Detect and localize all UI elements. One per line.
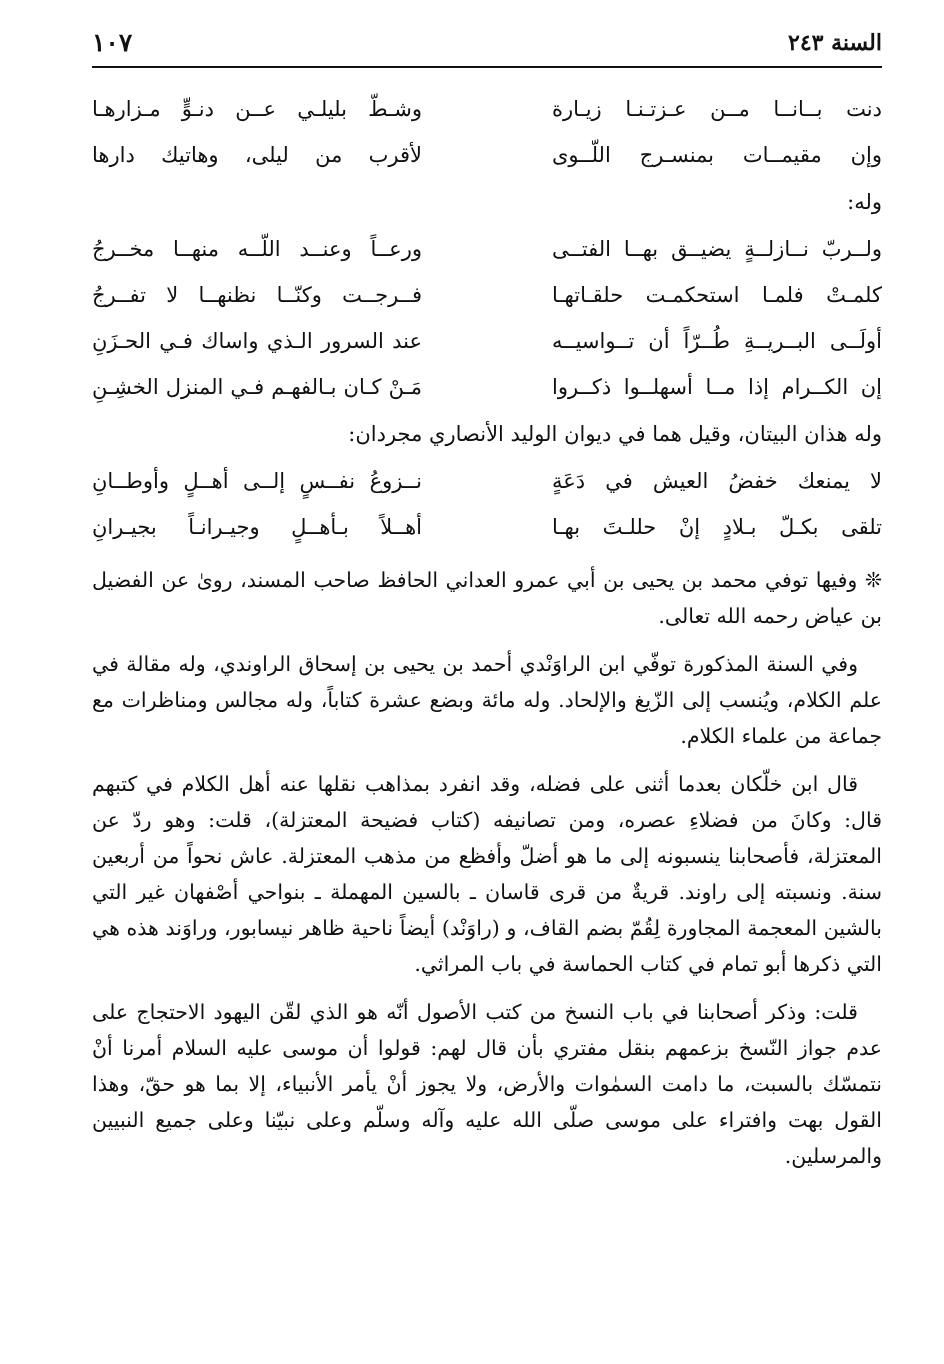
verse-line	[92, 504, 882, 550]
verse-first-hemistich: أولَــى البــريــةِ طُــرّاً أن تــواسيــه	[552, 329, 882, 353]
verse-line	[92, 458, 882, 504]
verse-first-hemistich: تلقى بكـلّ بـلادٍ إنْ حللـتَ بهـا	[552, 515, 882, 539]
verse-line	[92, 364, 882, 410]
verse-second-hemistich: مَـنْ كـان بـالفهـم فـي المنزل الخشِـنِ	[92, 375, 422, 399]
year-heading: السنة ٢٤٣	[788, 30, 882, 56]
verse-second-hemistich: عند السرور الـذي واساك فـي الحـزَنِ	[92, 329, 422, 353]
verse-first-hemistich: وإن مقيمــات بمنسـرج اللّــوى	[552, 143, 882, 167]
paragraph-death-notice: ❊ وفيها توفي محمد بن يحيى بن أبي عمرو العداني الحافظ صاحب المسند، روىٰ عن الفضيل بن عياض رحمه الله تعالى.	[92, 568, 882, 628]
verse-second-hemistich: ورعــاً وعنــد اللّــه منهــا مخــرجُ	[92, 237, 422, 261]
verse-first-hemistich: إن الكــرام إذا مــا أسهلــوا ذكــروا	[552, 375, 882, 399]
verse-second-hemistich: لأقرب من ليلى، وهاتيك دارها	[92, 143, 422, 167]
verse-line	[92, 132, 882, 178]
poem-intro: وله:	[847, 190, 882, 214]
verse-second-hemistich: أهــلاً بـأهــلٍ وجيـرانـاً بجيـرانِ	[92, 515, 422, 539]
verse-line	[92, 272, 882, 318]
paragraph-ibn-rawandi: وفي السنة المذكورة توفّي ابن الراوَنْدي أحمد بن يحيى بن إسحاق الراوندي، وله مقالة في علم الكلام، ويُنسب إلى الزّيغ والإلحاد. وله مائة وبضع عشرة كتاباً، وله مجالس ومناظرات مع جماعة من علماء الكلام.	[92, 652, 882, 748]
paragraph-ibn-khallikan: قال ابن خلّكان بعدما أثنى على فضله، وقد انفرد بمذاهب نقلها عنه أهل الكلام في كتبهم قال: وكانَ من فضلاءِ عصره، ومن تصانيفه (كتاب فضيحة المعتزلة)، قلت: وهو ردّ عن المعتزلة، فأصحابنا ينسبونه إلى ما هو أضلّ وأفظع من مذهب المعتزلة. عاش نحواً من أربعين سنة. ونسبته إلى راوند. قريةٌ من قرى قاسان ـ بالسين المهملة ـ بنواحي أصْفهان غير التي بالشين المعجمة المجاورة لِقُمّ بضم القاف، و (راوَنْد) أيضاً ناحية ظاهر نيسابور، وراوَند هذه هي التي ذكرها أبو تمام في كتاب الحماسة في باب المراثي.	[92, 772, 882, 976]
poem-3	[92, 458, 882, 550]
poem-intro: وله هذان البيتان، وقيل هما في ديوان الوليد الأنصاري مجردان:	[348, 422, 882, 446]
verse-line	[92, 226, 882, 272]
verse-first-hemistich: ولــربّ نــازلــةٍ يضيــق بهــا الفتــى	[552, 237, 882, 261]
page-body	[92, 86, 882, 1174]
verse-first-hemistich: كلمـتْ فلمـا استحكمـت حلقـاتهـا	[552, 283, 882, 307]
poem-1	[92, 86, 882, 178]
verse-second-hemistich: نــزوعُ نفــسٍ إلــى أهــلٍ وأوطــانِ	[92, 469, 422, 493]
paragraph-commentary: قلت: وذكر أصحابنا في باب النسخ من كتب الأصول أنّه هو الذي لقّن اليهود الاحتجاج على عدم جواز النّسخ بزعمهم بنقل مفتري بأن قال لهم: قولوا أن موسى عليه السلام أمرنا أنْ نتمسّك بالسبت، ما دامت السمٰوات والأرض، ولا يجوز أنْ يأمر الأنبياء، إلا بما هو حقّ، وهذا القول بهت وافتراء على موسى صلّى الله عليه وآله وسلّم وعلى نبيّنا وعلى جميع النبيين والمرسلين.	[92, 1000, 882, 1168]
verse-line	[92, 318, 882, 364]
verse-first-hemistich: دنت بــانــا مــن عـزتـنـا زيـارة	[552, 97, 882, 121]
verse-line	[92, 86, 882, 132]
verse-first-hemistich: لا يمنعك خفضُ العيش في دَعَةٍ	[552, 469, 882, 493]
page-header	[92, 30, 882, 64]
poem-2	[92, 226, 882, 410]
verse-second-hemistich: وشـطّ بليلـي عــن دنـوٍّ مـزارهـا	[92, 97, 422, 121]
page-number: ١٠٧	[92, 28, 133, 57]
verse-second-hemistich: فــرجــت وكنّــا نظنهــا لا تفــرجُ	[92, 283, 422, 307]
header-rule	[92, 66, 882, 68]
